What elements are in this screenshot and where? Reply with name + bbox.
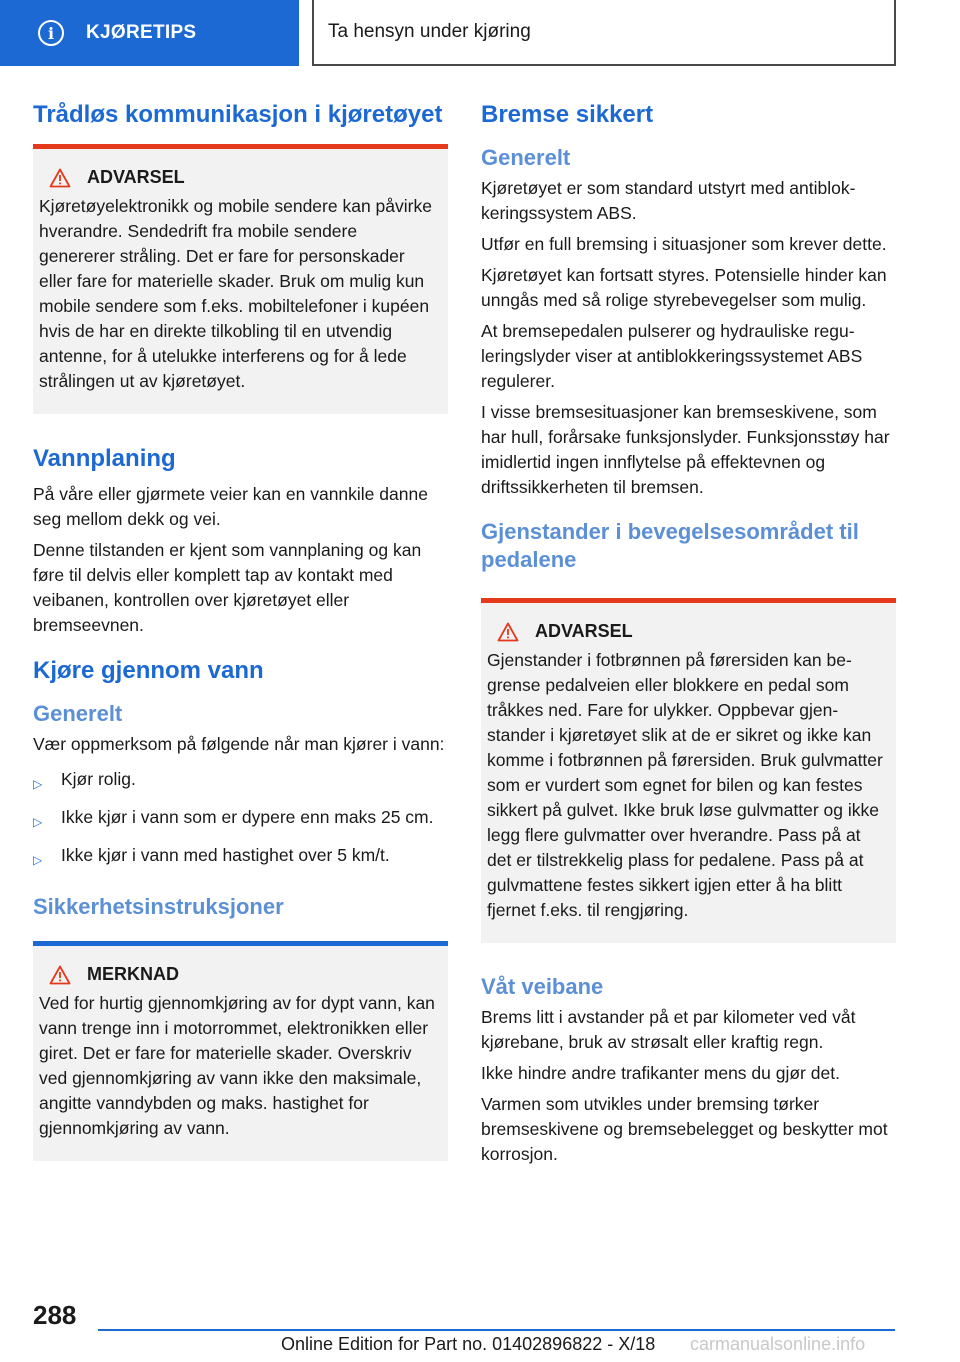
note-label: MERKNAD bbox=[87, 964, 179, 984]
warning-text: Kjøretøyelektronikk og mobile sendere kan påvirke hverandre. Sendedrift fra mobile sendere genererer stråling. Det er fare for personskader eller fare for materielle skader. Bruk om mulig kun mobile sendere som f.eks. mobiltelefoner i kupéen hvis de har en direkte tilkobling til en utvendig antenne, for å utelukke interferens og for å lede strålingen ut av kjøretøyet. bbox=[39, 196, 432, 391]
footer-edition: Online Edition for Part no. 01402896822 - X/18 bbox=[281, 1334, 656, 1354]
brake-paragraph-5: I visse bremsesituasjoner kan bremseskivene, som har hull, forårsake funksjonslyder. Funksjonsstøy har imidlertid ingen innflytelse på effektevnen og driftssikkerheten til bremsen. bbox=[481, 402, 890, 497]
aquaplaning-paragraph-2: Denne tilstanden er kjent som vannplaning og kan føre til delvis eller komplett tap av kontakt med veibanen, kontrollen over kjøretøyet eller bremseevnen. bbox=[33, 540, 422, 635]
triangle-bullet-icon: ▷ bbox=[33, 815, 43, 829]
note-box-water bbox=[33, 941, 448, 1161]
wet-road-subheading: Våt veibane bbox=[481, 974, 604, 999]
warning-triangle-icon bbox=[49, 168, 71, 188]
brake-paragraph-2: Utfør en full bremsing i situasjoner som krever dette. bbox=[481, 234, 887, 254]
footer-divider bbox=[98, 1329, 895, 1331]
warning-title bbox=[39, 167, 436, 188]
wet-paragraph-3: Varmen som utvikles under bremsing tørker bremseskivene og bremsebelegget og beskytter mot korrosjon. bbox=[481, 1094, 888, 1164]
water-intro: Vær oppmerksom på følgende når man kjører i vann: bbox=[33, 734, 445, 754]
water-list bbox=[33, 767, 448, 873]
warning-label: ADVARSEL bbox=[87, 167, 185, 187]
objects-subheading: Gjenstander i bevegelsesområdet til pedalene bbox=[481, 519, 859, 572]
page-header bbox=[0, 0, 960, 66]
aquaplaning-paragraph-1: På våre eller gjørmete veier kan en vannkile danne seg mellom dekk og vei. bbox=[33, 484, 428, 529]
brake-paragraph-4: At bremsepedalen pulserer og hydrauliske reguleringslyder viser at antiblokkeringssystemet ABS regulerer. bbox=[481, 321, 863, 391]
aquaplaning-heading: Vannplaning bbox=[33, 445, 176, 472]
triangle-bullet-icon: ▷ bbox=[33, 853, 43, 867]
left-column bbox=[33, 100, 448, 1191]
chapter-tab[interactable] bbox=[0, 0, 299, 66]
warning-triangle-icon bbox=[49, 965, 71, 985]
note-text: Ved for hurtig gjennomkjøring av for dypt vann, kan vann trenge inn i motorrommet, elektronikken eller giret. Det er fare for materielle skader. Overskriv ved gjennomkjøring av vann ikke den maksimale, angitte vanndybden og maks. hastighet for gjennomkjøring av vann. bbox=[39, 993, 435, 1138]
note-title bbox=[39, 964, 436, 985]
section-tab[interactable] bbox=[312, 0, 896, 66]
wireless-heading: Trådløs kommunikasjon i kjøretøyet bbox=[33, 101, 443, 128]
warning-box-wireless bbox=[33, 144, 448, 414]
warning-box-pedals bbox=[481, 598, 896, 943]
brake-paragraph-1: Kjøretøyet er som standard utstyrt med antiblokkeringssystem ABS. bbox=[481, 178, 856, 223]
section-label: Ta hensyn under kjøring bbox=[328, 21, 531, 42]
warning-triangle-icon bbox=[497, 622, 519, 642]
chapter-label: KJØRETIPS bbox=[86, 22, 197, 43]
warning-text: Gjenstander i fotbrønnen på førersiden kan begrense pedalveien eller blokkere en pedal som tråkkes ned. Fare for ulykker. Oppbevar gjenstander i kjøretøyet slik at de er sikret og ikke kan komme i fotbrønnen på førersiden. Bruk gulvmatter som er vurdert som egnet for bilen og kan festes sikkert på gulvet. Ikke bruk løse gulvmatter og ikke legg flere gulvmatter over hverandre. Pass på at det er tilstrekkelig plass for pedalene. Pass på at gulvmattene festes sikkert igjen etter å ha blitt fjernet f.eks. til rengjøring. bbox=[487, 650, 883, 920]
right-column bbox=[481, 100, 896, 1173]
list-item: ▷ Ikke kjør i vann som er dypere enn maks 25 cm. bbox=[33, 805, 448, 835]
brake-heading: Bremse sikkert bbox=[481, 101, 654, 128]
list-item: ▷ Ikke kjør i vann med hastighet over 5 km/t. bbox=[33, 843, 448, 873]
watermark: carmanualsonline.info bbox=[690, 1334, 866, 1354]
list-item: ▷ Kjør rolig. bbox=[33, 767, 448, 797]
page-number: 288 bbox=[33, 1300, 77, 1330]
water-heading: Kjøre gjennom vann bbox=[33, 657, 264, 684]
brake-paragraph-3: Kjøretøyet kan fortsatt styres. Potensielle hinder kan unngås med så rolige styrebevegelser som mulig. bbox=[481, 265, 887, 310]
warning-label: ADVARSEL bbox=[535, 621, 633, 641]
wet-paragraph-1: Brems litt i avstander på et par kilometer ved våt kjørebane, bruk av strøsalt eller kraftig regn. bbox=[481, 1007, 856, 1052]
water-general-subheading: Generelt bbox=[33, 701, 123, 726]
info-icon: i bbox=[38, 20, 64, 46]
warning-title bbox=[487, 621, 884, 642]
triangle-bullet-icon: ▷ bbox=[33, 777, 43, 791]
brake-general-subheading: Generelt bbox=[481, 145, 571, 170]
safety-subheading: Sikkerhetsinstruksjoner bbox=[33, 894, 284, 919]
wet-paragraph-2: Ikke hindre andre trafikanter mens du gjør det. bbox=[481, 1063, 840, 1083]
